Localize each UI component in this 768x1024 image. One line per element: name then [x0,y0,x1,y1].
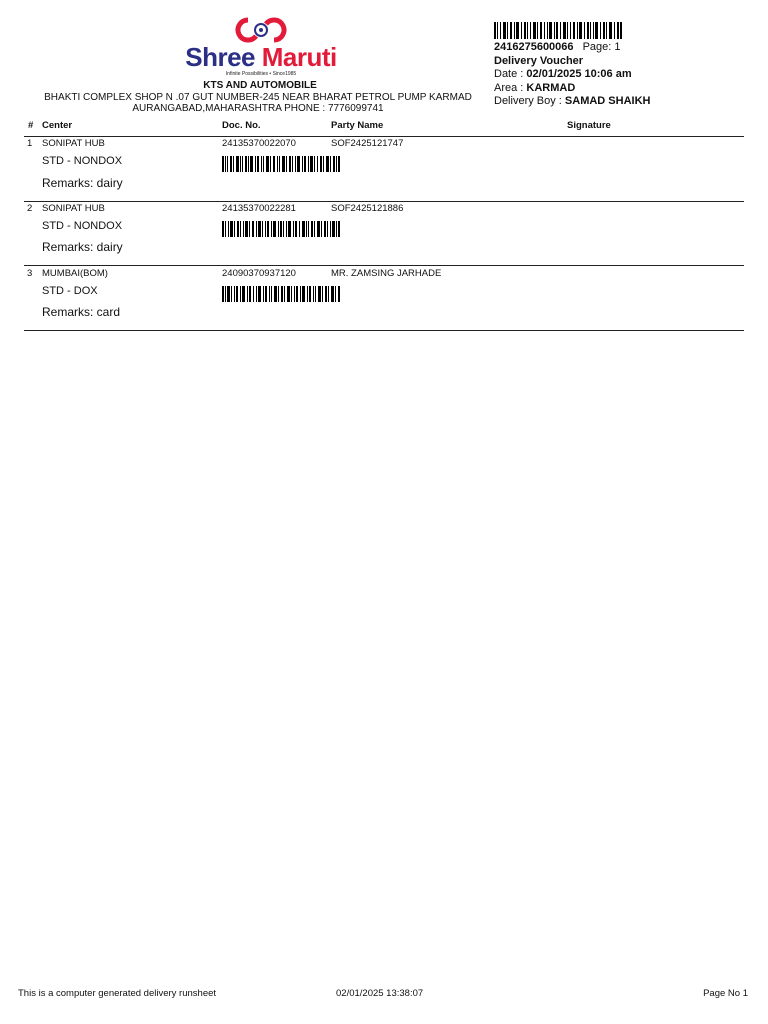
row-center: SONIPAT HUB [42,138,105,149]
row-remarks: Remarks: dairy [42,176,123,190]
logo-word-shree: Shree [185,42,256,72]
company-address [20,92,496,114]
row-center: MUMBAI(BOM) [42,268,108,279]
delivery-boy [494,95,754,109]
row-num: 3 [27,268,33,279]
area-value: KARMAD [526,81,576,94]
footer-page-no: Page No 1 [703,988,748,999]
row-doc-no: 24135370022070 [222,138,296,149]
logo-tagline: Infinite Possibilities • Since1985 [225,71,297,77]
col-header-party: Party Name [331,120,384,131]
row-divider [24,265,744,266]
company-logo [176,16,346,78]
date-label: Date : [494,68,527,80]
logo-rings-icon [176,16,346,44]
row-service: STD - NONDOX [42,220,123,232]
row-divider [24,330,744,331]
address-line-1: BHAKTI COMPLEX SHOP N .07 GUT NUMBER-245 NEAR BHARAT PETROL PUMP KARMAD [44,92,472,103]
company-name: KTS AND AUTOMOBILE [203,80,317,91]
delivery-boy-value: SAMAD SHAIKH [564,95,651,107]
row-doc-no: 24090370937120 [222,268,296,279]
voucher-area [494,82,754,96]
voucher-info [494,22,754,109]
row-service: STD - DOX [42,285,98,297]
col-header-doc: Doc. No. [222,120,261,131]
row-num: 2 [27,203,33,214]
page-label: Page: 1 [582,41,621,53]
row-num: 1 [27,138,33,149]
row-doc-barcode [222,221,340,237]
col-header-center: Center [42,120,73,131]
delivery-boy-label: Delivery Boy : [494,95,565,107]
voucher-number: 2416275600066 [494,41,574,53]
voucher-date [494,68,754,82]
area-label: Area : [494,81,527,94]
footer-note: This is a computer generated delivery runsheet [18,988,217,999]
row-remarks: Remarks: card [42,305,121,319]
voucher-barcode [494,22,622,39]
date-value: 02/01/2025 10:06 am [526,68,632,80]
col-header-signature: Signature [567,120,611,131]
header-rule [24,136,744,137]
row-remarks: Remarks: dairy [42,240,123,254]
row-doc-barcode [222,286,340,302]
row-party-name: SOF2425121886 [331,203,404,214]
row-center: SONIPAT HUB [42,203,105,214]
row-doc-barcode [222,156,340,172]
voucher-title: Delivery Voucher [494,54,584,67]
col-header-num: # [28,120,34,131]
row-service: STD - NONDOX [42,155,123,167]
row-divider [24,201,744,202]
address-line-2: AURANGABAD,MAHARASHTRA PHONE : 7776099741 [132,103,384,114]
footer-printed-at: 02/01/2025 13:38:07 [336,988,424,999]
row-party-name: MR. ZAMSING JARHADE [331,268,442,279]
logo-word-maruti: Maruti [261,42,337,72]
row-party-name: SOF2425121747 [331,138,404,149]
row-doc-no: 24135370022281 [222,203,296,214]
logo-wordmark [176,42,346,72]
